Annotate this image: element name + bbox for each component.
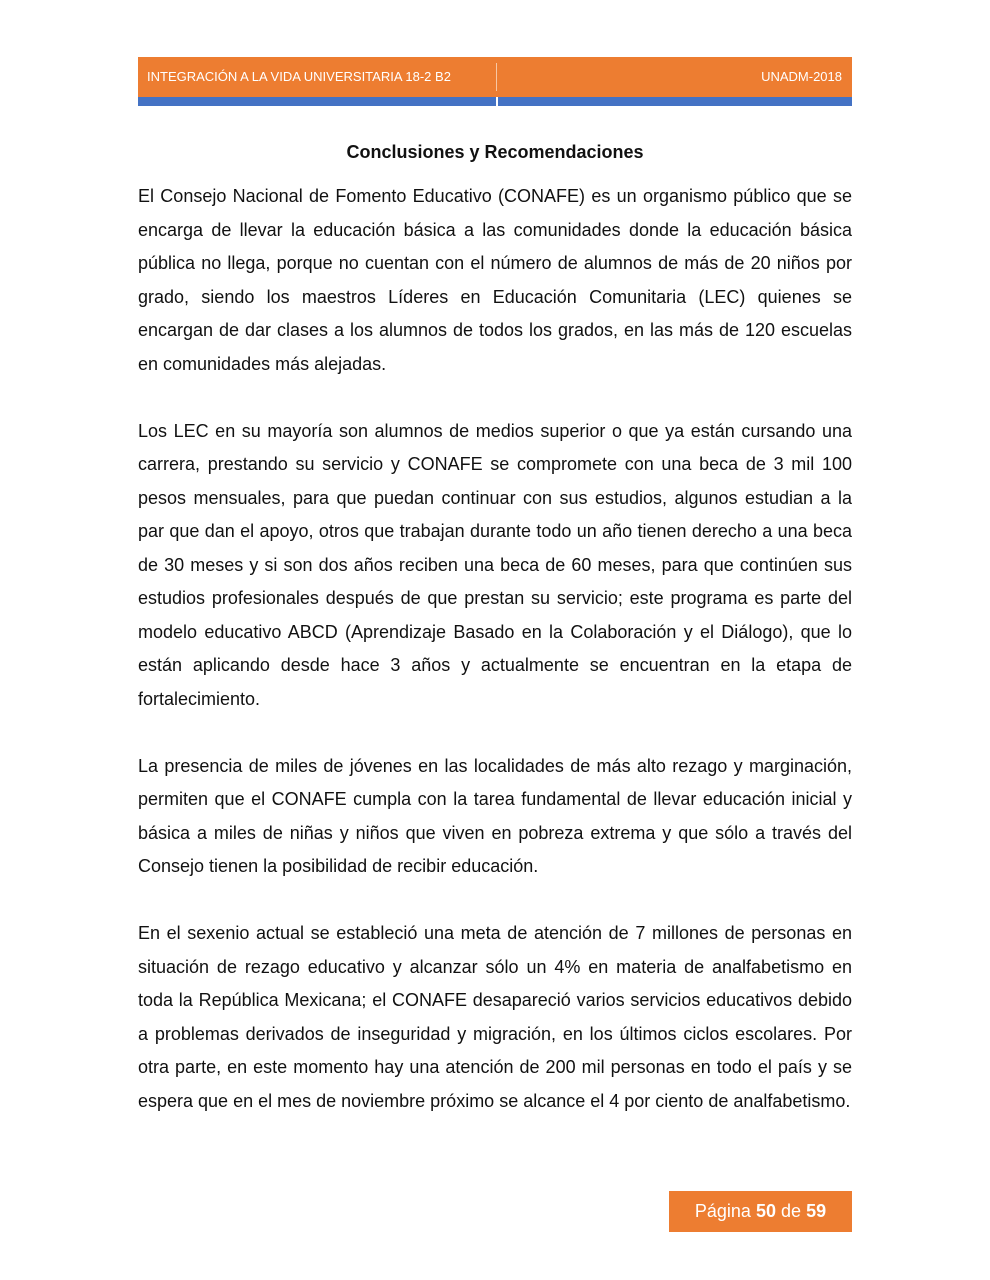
paragraph-3: La presencia de miles de jóvenes en las localidades de más alto rezago y marginación, permiten que el CONAFE cumpla con la tarea fundamental de llevar educación inicial y básica a miles de niñas y niños que viven en pobreza extrema y que sólo a través del Consejo tienen la posibilidad de recibir educación. [138, 755, 852, 876]
of-word: de [781, 1201, 802, 1221]
page-number-box [669, 1191, 852, 1232]
header-blue-stripe [138, 97, 852, 106]
section-title: Conclusiones y Recomendaciones [346, 142, 644, 163]
document-body [138, 180, 852, 1118]
paragraph-4: En el sexenio actual se estableció una meta de atención de 7 millones de personas en situación de rezago educativo y alcanzar sólo un 4% en materia de analfabetismo en toda la República Mexicana; el CONAFE desapareció varios servicios educativos debido a problemas derivados de inseguridad y migración, en los últimos ciclos escolares. Por otra parte, en este momento hay una atención de 200 mil personas en todo el país y se espera que en el mes de noviembre próximo se alcance el 4 por ciento de analfabetismo. [138, 923, 852, 1111]
page-header [138, 57, 852, 97]
header-stripe-notch [496, 97, 498, 106]
header-course-title: INTEGRACIÓN A LA VIDA UNIVERSITARIA 18-2 B2 [147, 69, 451, 84]
header-divider [496, 63, 497, 91]
paragraph-2: Los LEC en su mayoría son alumnos de medios superior o que ya están cursando una carrera, prestando su servicio y CONAFE se compromete con una beca de 3 mil 100 pesos mensuales, para que puedan continuar con sus estudios, algunos estudian a la par que dan el apoyo, otros que trabajan durante todo un año tienen derecho a una beca de 30 meses y si son dos años reciben una beca de 60 meses, para que continúen sus estudios profesionales después de que prestan su servicio; este programa es parte del modelo educativo ABCD (Aprendizaje Basado en la Colaboración y el Diálogo), que lo están aplicando desde hace 3 años y actualmente se encuentran en la etapa de fortalecimiento. [138, 420, 852, 709]
total-pages-number: 59 [806, 1201, 827, 1221]
header-institution: UNADM-2018 [761, 69, 842, 84]
page-word: Página [694, 1201, 751, 1221]
current-page-number: 50 [755, 1201, 776, 1221]
paragraph-1: El Consejo Nacional de Fomento Educativo (CONAFE) es un organismo público que se encarga de llevar la educación básica a las comunidades donde la educación básica pública no llega, porque no cuentan con el número de alumnos de más de 20 niños por grado, siendo los maestros Líderes en Educación Comunitaria (LEC) quienes se encargan de dar clases a los alumnos de todos los grados, en las más de 120 escuelas en comunidades más alejadas. [138, 186, 852, 374]
